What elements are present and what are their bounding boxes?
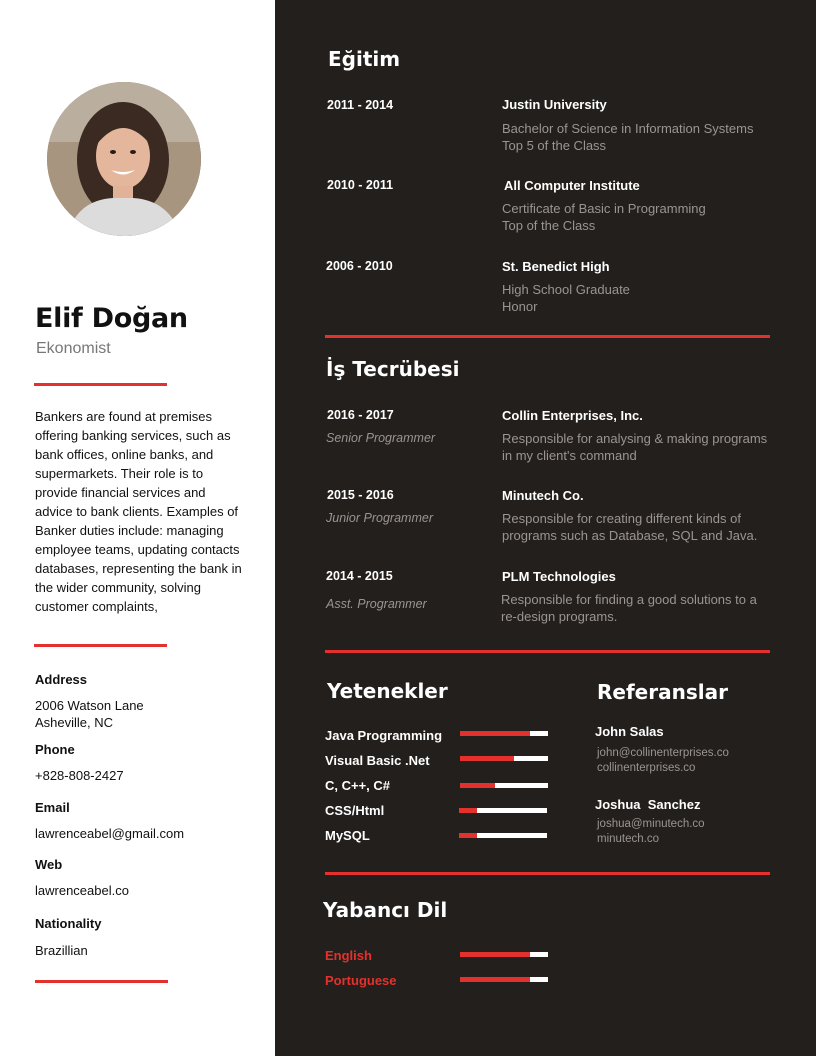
left-column	[0, 0, 275, 1056]
experience-role: Senior Programmer	[326, 431, 436, 445]
phone-label: Phone	[35, 742, 75, 757]
skill-bar-fill	[459, 808, 477, 813]
profile-name: Elif Doğan	[35, 303, 188, 334]
experience-company: Collin Enterprises, Inc.	[502, 408, 643, 423]
skill-bar	[459, 833, 547, 838]
education-institution: Justin University	[502, 97, 607, 112]
experience-period: 2014 - 2015	[326, 569, 393, 583]
references-title: Referanslar	[597, 680, 728, 704]
section-divider	[325, 650, 770, 653]
email-label: Email	[35, 800, 70, 815]
language-bar-fill	[460, 952, 530, 957]
address-line2: Asheville, NC	[35, 715, 114, 730]
address-label: Address	[35, 672, 88, 687]
web-label: Web	[35, 857, 63, 872]
reference-email[interactable]: john@collinenterprises.co	[597, 747, 729, 759]
profile-bio: Bankers are found at premises offering banking services, such as bank offices, online banks, and supermarkets. Their role is to provide financial services and advice to bank clients. Examples of Banker duties include: managing employee teams, updating contacts databases, representing the bank in the wider community, solving customer complaints,	[35, 409, 242, 614]
education-detail	[502, 281, 777, 315]
education-institution: All Computer Institute	[504, 178, 640, 193]
experience-role: Asst. Programmer	[326, 597, 427, 611]
experience-period: 2015 - 2016	[327, 488, 394, 502]
education-detail	[502, 200, 777, 234]
education-line2: Honor	[502, 299, 538, 314]
skill-name: Visual Basic .Net	[325, 753, 430, 768]
education-period: 2011 - 2014	[327, 98, 394, 112]
reference-email[interactable]: joshua@minutech.co	[597, 818, 705, 830]
language-bar-fill	[460, 977, 530, 982]
education-detail	[502, 120, 777, 154]
person-silhouette-icon	[47, 82, 201, 236]
reference-site[interactable]: collinenterprises.co	[597, 762, 696, 774]
section-divider	[325, 872, 770, 875]
email-value[interactable]: lawrenceabel@gmail.com	[35, 826, 185, 841]
education-line2: Top of the Class	[502, 218, 596, 233]
education-institution: St. Benedict High	[502, 259, 610, 274]
reference-name: Joshua Sanchez	[595, 797, 701, 812]
divider	[35, 980, 168, 983]
experience-description: Responsible for finding a good solutions to a re-design programs.	[501, 592, 757, 624]
education-period: 2006 - 2010	[326, 259, 393, 273]
skill-bar-fill	[459, 833, 477, 838]
language-bar	[460, 952, 548, 957]
reference-name: John Salas	[595, 724, 664, 739]
education-period: 2010 - 2011	[327, 178, 394, 192]
experience-period: 2016 - 2017	[327, 408, 394, 422]
experience-company: Minutech Co.	[502, 488, 584, 503]
skill-bar-fill	[460, 756, 514, 761]
experience-description: Responsible for creating different kinds of programs such as Database, SQL and Java.	[502, 511, 758, 543]
skill-bar	[460, 756, 548, 761]
profile-photo	[47, 82, 201, 236]
web-value[interactable]: lawrenceabel.co	[35, 883, 129, 898]
section-divider	[325, 335, 770, 338]
languages-title: Yabancı Dil	[323, 898, 448, 922]
nationality-label: Nationality	[35, 916, 102, 931]
skill-bar	[460, 783, 548, 788]
divider	[34, 644, 167, 647]
skill-bar	[459, 808, 547, 813]
divider	[34, 383, 167, 386]
education-line1: Certificate of Basic in Programming	[502, 201, 706, 216]
experience-role: Junior Programmer	[326, 511, 433, 525]
skill-name: CSS/Html	[325, 803, 385, 818]
experience-description: Responsible for analysing & making programs in my client's command	[502, 431, 768, 463]
skill-name: MySQL	[325, 828, 370, 843]
education-title: Eğitim	[328, 47, 401, 71]
skill-bar-fill	[460, 783, 495, 788]
language-bar	[460, 977, 548, 982]
address-line1: 2006 Watson Lane	[35, 698, 144, 713]
skill-bar-fill	[460, 731, 530, 736]
education-line1: Bachelor of Science in Information Systems	[502, 121, 754, 136]
experience-company: PLM Technologies	[502, 569, 616, 584]
profile-title: Ekonomist	[36, 340, 111, 357]
language-name: English	[325, 948, 372, 963]
language-name: Portuguese	[325, 973, 397, 988]
education-line1: High School Graduate	[502, 282, 630, 297]
skill-bar	[460, 731, 548, 736]
education-line2: Top 5 of the Class	[502, 138, 607, 153]
nationality-value: Brazillian	[35, 943, 88, 958]
experience-title: İş Tecrübesi	[326, 357, 460, 381]
skill-name: Java Programming	[325, 728, 443, 743]
skills-title: Yetenekler	[327, 679, 448, 703]
skill-name: C, C++, C#	[325, 778, 391, 793]
reference-site[interactable]: minutech.co	[597, 833, 660, 845]
phone-value: +828-808-2427	[35, 768, 124, 783]
